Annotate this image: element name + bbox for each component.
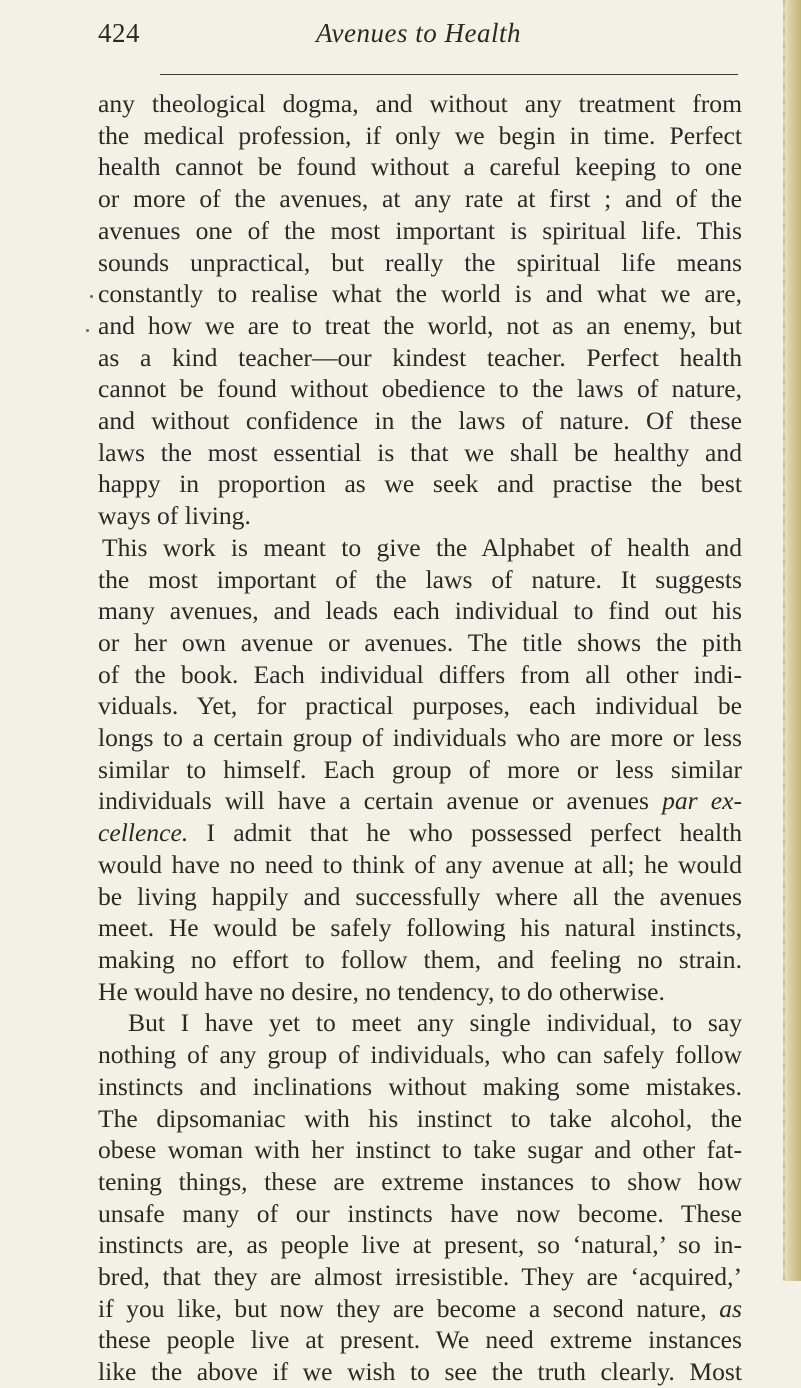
paragraph-start: But I have yet to meet any single individual, to say xyxy=(128,1008,742,1038)
text-line: making no effort to follow them, and feeling no strain. xyxy=(98,944,742,974)
running-title: Avenues to Health xyxy=(316,18,521,48)
text-line: many avenues, and leads each individual to find out his xyxy=(98,596,742,626)
text-line: nothing of any group of individuals, who can safely follow xyxy=(98,1040,742,1070)
text-line: longs to a certain group of individuals who are more or less xyxy=(98,723,742,753)
text-line: ways of living. xyxy=(98,501,251,531)
text-line: The dipsomaniac with his instinct to take alcohol, the xyxy=(98,1103,742,1133)
text-line: the most important of the laws of nature. It suggests xyxy=(98,564,742,594)
text-line: cannot be found without obedience to the laws of nature, xyxy=(98,374,742,404)
page-number: 424 xyxy=(98,18,140,48)
text-line xyxy=(98,785,742,817)
text-line: He would have no desire, no tendency, to do otherwise. xyxy=(98,976,665,1006)
text-line xyxy=(98,1293,742,1325)
text-segment: individuals will have a certain avenue or avenues xyxy=(98,786,649,816)
text-line: bred, that they are almost irresistible. They are ‘acquired,’ xyxy=(98,1262,742,1292)
page-edge xyxy=(783,0,801,1281)
text-line: constantly to realise what the world is and what we are, xyxy=(98,279,742,309)
paragraph-start: This work is meant to give the Alphabet of health and xyxy=(102,532,742,562)
text-line: the medical profession, if only we begin in time. Perfect xyxy=(98,120,742,150)
text-line: unsafe many of our instincts have now become. These xyxy=(98,1198,742,1228)
body-text xyxy=(98,88,742,1388)
text-line: laws the most essential is that we shall be healthy and xyxy=(98,437,742,467)
text-line: would have no need to think of any avenue at all; he would xyxy=(98,849,742,879)
italic-phrase: cellence. xyxy=(98,818,189,848)
text-line: like the above if we wish to see the truth clearly. Most xyxy=(98,1357,742,1387)
text-line: of the book. Each individual differs from all other indi- xyxy=(98,659,742,689)
text-segment: I admit that he who possessed perfect health xyxy=(206,818,742,848)
text-line: and how we are to treat the world, not as an enemy, but xyxy=(98,310,742,340)
text-line: any theological dogma, and without any treatment from xyxy=(98,89,742,118)
text-line: avenues one of the most important is spiritual life. This xyxy=(98,215,742,245)
text-segment: if you like, but now they are become a second nature, xyxy=(98,1293,707,1323)
text-line xyxy=(98,817,742,849)
text-line: tening things, these are extreme instances to show how xyxy=(98,1166,742,1196)
text-line: happy in proportion as we seek and practise the best xyxy=(98,469,742,499)
text-line: or her own avenue or avenues. The title shows the pith xyxy=(98,627,742,657)
text-line: instincts and inclinations without making some mistakes. xyxy=(98,1071,742,1101)
text-line: viduals. Yet, for practical purposes, each individual be xyxy=(98,691,742,721)
page-header xyxy=(98,18,738,58)
text-line: obese woman with her instinct to take sugar and other fat- xyxy=(98,1135,742,1165)
text-line: as a kind teacher—our kindest teacher. Perfect health xyxy=(98,342,742,372)
italic-phrase: par ex- xyxy=(662,786,742,816)
text-line: and without confidence in the laws of nature. Of these xyxy=(98,406,742,436)
header-rule xyxy=(160,74,738,75)
text-line: be living happily and successfully where all the avenues xyxy=(98,881,742,911)
text-line: sounds unpractical, but really the spiritual life means xyxy=(98,247,742,277)
text-line: these people live at present. We need extreme instances xyxy=(98,1325,742,1355)
text-line: meet. He would be safely following his natural instincts, xyxy=(98,913,742,943)
text-line: instincts are, as people live at present, so ‘natural,’ so in- xyxy=(98,1230,742,1260)
text-line: or more of the avenues, at any rate at first ; and of the xyxy=(98,184,742,214)
ink-speck xyxy=(86,329,89,332)
ink-speck xyxy=(90,295,93,298)
text-line: health cannot be found without a careful keeping to one xyxy=(98,152,742,182)
text-line: similar to himself. Each group of more or less similar xyxy=(98,754,742,784)
italic-phrase: as xyxy=(719,1293,742,1323)
